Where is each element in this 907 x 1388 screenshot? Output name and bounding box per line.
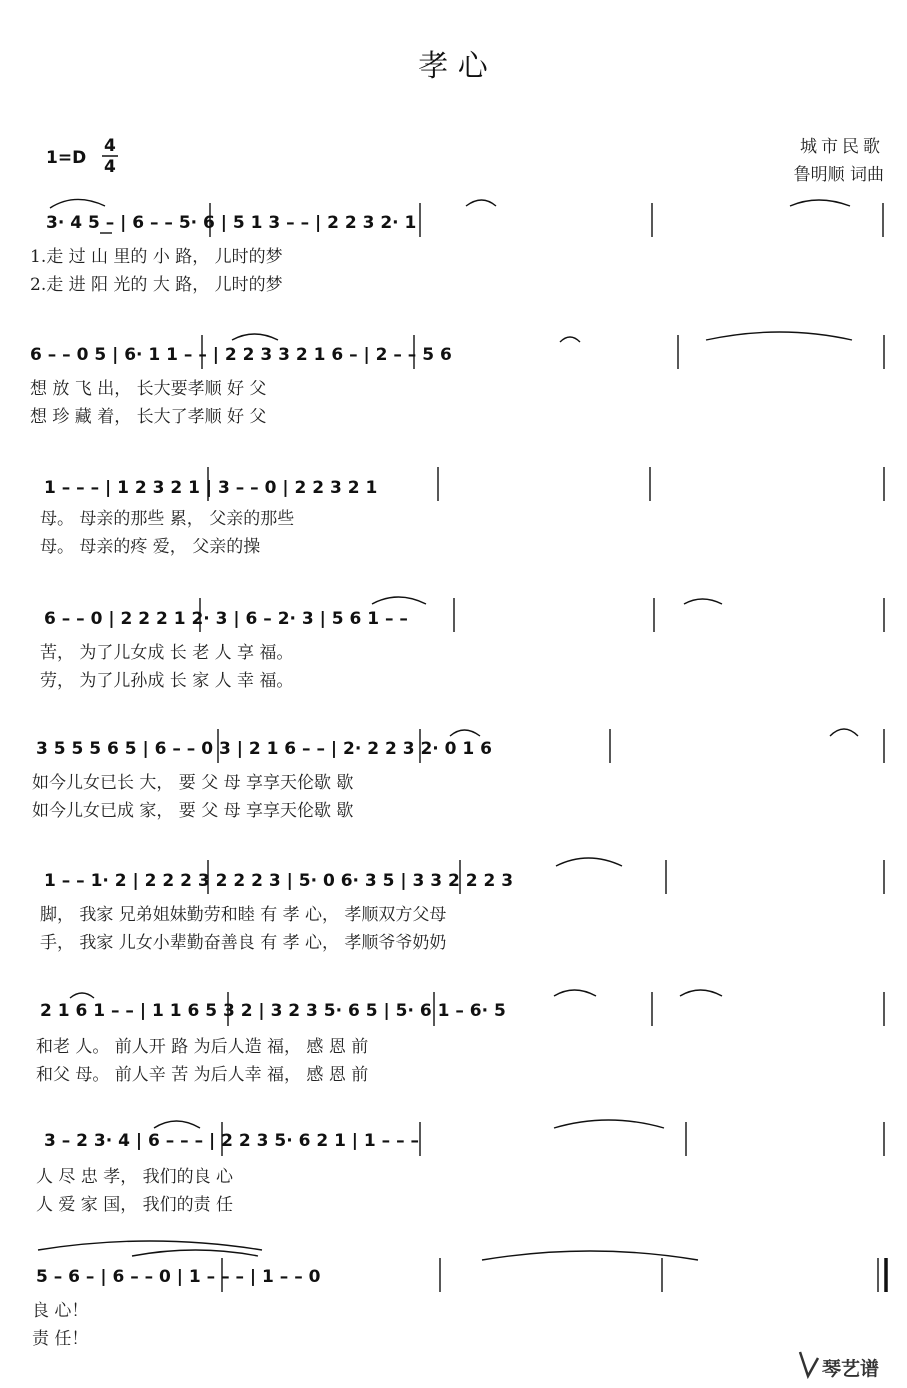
lyric-verse-1: 和老 人。 前人开 路 为后人造 福， 感 恩 前 xyxy=(36,1037,369,1057)
lyric-verse-1: 母。 母亲的那些 累， 父亲的那些 xyxy=(40,509,295,529)
key-signature: 1=D xyxy=(46,148,87,168)
brand-name: 琴艺谱 xyxy=(822,1358,880,1380)
lyric-verse-1: 人 尽 忠 孝， 我们的良 心 xyxy=(36,1167,234,1187)
notation-line: 1 – – 1· 2 | 2 2 2 3 2 2 2 3 | 5· 0 6· 3 5 | 3 3 2 2 2 3 xyxy=(44,871,514,891)
lyric-verse-2: 2.走 进 阳 光的 大 路， 儿时的梦 xyxy=(30,275,283,295)
time-signature-top: 4 xyxy=(104,136,116,156)
lyric-verse-2: 人 爱 家 国， 我们的责 任 xyxy=(36,1195,234,1215)
lyric-verse-2: 想 珍 藏 着， 长大了孝顺 好 父 xyxy=(30,407,267,427)
notation-line: 6 – – 0 | 2 2 2 1 2· 3 | 6 – 2· 3 | 5 6 1 – – xyxy=(44,609,408,629)
notation-line: 3 – 2 3· 4 | 6 – – – | 2 2 3 5· 6 2 1 | 1 – – – xyxy=(44,1131,420,1151)
lyric-verse-2: 如今儿女已成 家， 要 父 母 享享天伦歇 歇 xyxy=(32,801,354,821)
lyric-verse-2: 母。 母亲的疼 爱， 父亲的操 xyxy=(40,537,261,557)
lyric-verse-2: 和父 母。 前人辛 苦 为后人幸 福， 感 恩 前 xyxy=(36,1065,369,1085)
notation-line: 2 1 6 1 – – | 1 1 6 5 3 2 | 3 2 3 5· 6 5 | 5· 6 1 – 6· 5 xyxy=(40,1001,506,1021)
lyric-verse-1: 如今儿女已长 大， 要 父 母 享享天伦歇 歇 xyxy=(32,773,354,793)
lyric-verse-1: 良 心！ xyxy=(32,1301,89,1321)
brand-icon xyxy=(800,1352,818,1376)
lyric-verse-1: 1.走 过 山 里的 小 路， 儿时的梦 xyxy=(30,247,283,267)
brand-logo xyxy=(800,1352,879,1380)
notation-line: 3 5 5 5 6 5 | 6 – – 0 3 | 2 1 6 – – | 2· 2 2 3 2· 0 1 6 xyxy=(36,739,492,759)
system-3 xyxy=(40,467,884,557)
system-1 xyxy=(30,199,883,295)
notation-line: 1 – – – | 1 2 3 2 1 | 3 – – 0 | 2 2 3 2 1 xyxy=(44,478,378,498)
notation-line: 3· 4 5 – | 6 – – 5· 6 | 5 1 3 – – | 2 2 3 2· 1 xyxy=(46,213,417,233)
time-signature-bottom: 4 xyxy=(104,157,116,177)
system-6 xyxy=(40,858,884,953)
lyric-verse-2: 手， 我家 儿女小辈勤奋善良 有 孝 心， 孝顺爷爷奶奶 xyxy=(40,933,447,953)
system-8 xyxy=(36,1120,884,1215)
lyric-verse-1: 想 放 飞 出， 长大要孝顺 好 父 xyxy=(30,379,267,399)
song-title: 孝 心 xyxy=(418,49,488,84)
lyric-verse-2: 劳， 为了儿孙成 长 家 人 幸 福。 xyxy=(40,671,294,691)
credit-author: 鲁明顺 词曲 xyxy=(793,165,884,185)
system-4 xyxy=(40,597,884,691)
system-7 xyxy=(36,990,884,1085)
lyric-verse-2: 责 任！ xyxy=(32,1329,89,1349)
system-9 xyxy=(32,1241,886,1349)
lyric-verse-1: 脚， 我家 兄弟姐妹勤劳和睦 有 孝 心， 孝顺双方父母 xyxy=(40,905,447,925)
notation-line: 5 – 6 – | 6 – – 0 | 1 – – – | 1 – – 0 xyxy=(36,1267,321,1287)
system-5 xyxy=(32,729,884,821)
system-2 xyxy=(30,332,884,427)
notation-line: 6 – – 0 5 | 6· 1 1 – – | 2 2 3 3 2 1 6 – | 2 – – 5 6 xyxy=(30,345,452,365)
credit-genre: 城市民歌 xyxy=(800,137,884,157)
lyric-verse-1: 苦， 为了儿女成 长 老 人 享 福。 xyxy=(40,643,294,663)
